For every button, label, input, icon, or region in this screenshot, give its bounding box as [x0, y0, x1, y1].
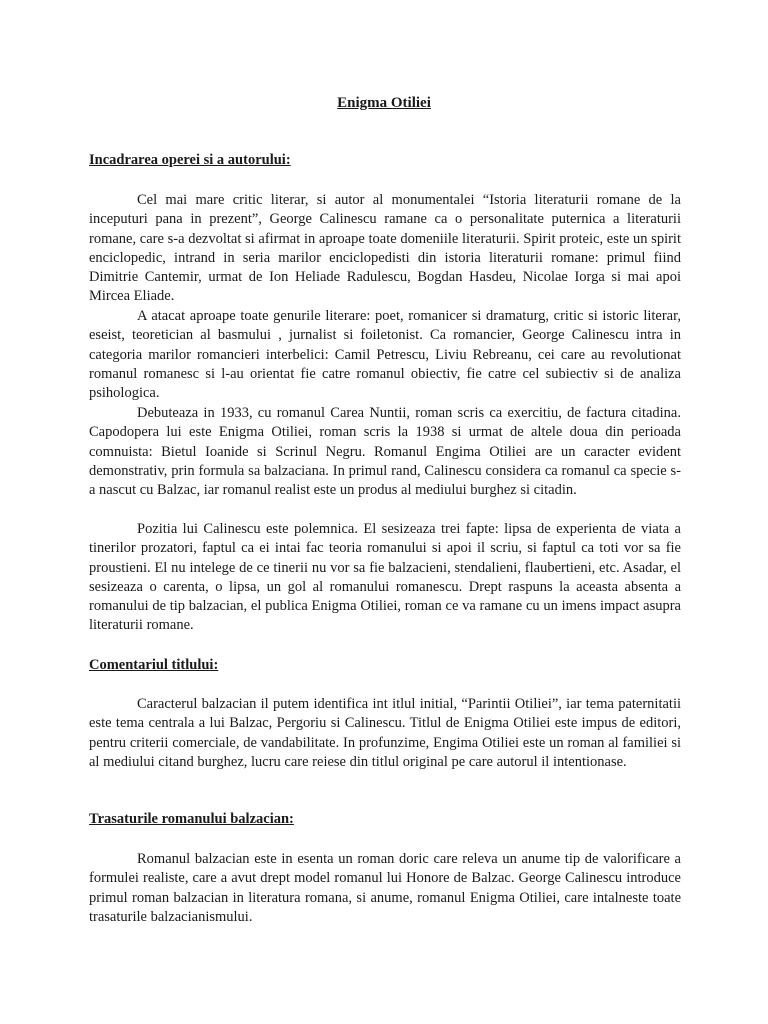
paragraph: Pozitia lui Calinescu este polemnica. El sesizeaza trei fapte: lipsa de experienta de viata a tinerilor prozatori, faptul ca ei intai fac teoria romanului si apoi il scriu, si faptul ca toti vor sa fie proustieni. El nu intelege de ce tinerii nu vor sa fie balzacieni, stendalieni, flaubertieni, etc. Asadar, el sesizeaza o carenta, o lipsa, un gol al romanului romanescu. Drept raspuns la aceasta absenta a romanului de tip balzacian, el publica Enigma Otiliei, roman ce va ramane cu un imens impact asupra literaturii romane. — [89, 521, 681, 634]
section-heading-trasaturi: Trasaturile romanului balzacian: — [89, 811, 294, 827]
section-heading-incadrare: Incadrarea operei si a autorului: — [89, 152, 291, 168]
section-heading-comentariu: Comentariul titlului: — [89, 657, 219, 673]
document-title: Enigma Otiliei — [337, 95, 431, 111]
paragraph: A atacat aproape toate genurile literare: poet, romanicer si dramaturg, critic si istoric literar, eseist, teoretician al basmului , jurnalist si foiletonist. Ca romancier, George Calinescu intra in categoria marilor romancieri interbelici: Camil Petrescu, Liviu Rebreanu, cei care au revolutionat romanul romanesc si l-au orientat fie catre romanul obiectiv, fie catre cel subiectiv si de analiza psihologica. — [89, 308, 681, 402]
paragraph: Caracterul balzacian il putem identifica int itlul initial, “Parintii Otiliei”, iar tema paternitatii este tema centrala a lui Balzac, Pergoriu si Calinescu. Titlul de Enigma Otiliei este impus de editori, pentru criterii comerciale, de vandabilitate. In profunzime, Engima Otiliei este un roman al familiei si al mediului citand burghez, lucru care reiese din titlul original pe care autorul il intentionase. — [89, 696, 681, 770]
paragraph: Cel mai mare critic literar, si autor al monumentalei “Istoria literaturii romane de la inceputuri pana in prezent”, George Calinescu ramane ca o personalitate puternica a literaturii romane, care s-a dezvoltat si afirmat in aproape toate domeniile literaturii. Spirit proteic, este un spirit enciclopedic, intrand in seria marilor enciclopedisti din istoria literaturii romane: primul fiind Dimitrie Cantemir, urmat de Ion Heliade Radulescu, Bogdan Hasdeu, Nicolae Iorga si mai apoi Mircea Eliade. — [89, 192, 681, 305]
paragraph: Romanul balzacian este in esenta un roman doric care releva un anume tip de valorificare a formulei realiste, care a avut drept model romanul lui Honore de Balzac. George Calinescu introduce primul roman balzacian in literatura romana, si anume, romanul Enigma Otiliei, care intalneste toate trasaturile balzacianismului. — [89, 851, 681, 925]
paragraph: Debuteaza in 1933, cu romanul Carea Nuntii, roman scris ca exercitiu, de factura citadina. Capodopera lui este Enigma Otiliei, roman scris la 1938 si urmat de altele doua din perioada comnuista: Bietul Ioanide si Scrinul Negru. Romanul Engima Otiliei are un caracter evident demonstrativ, prin formula sa balzaciana. In primul rand, Calinescu considera ca romanul ca specie s-a nascut cu Balzac, iar romanul realist este un produs al mediului burghez si citadin. — [89, 405, 681, 499]
